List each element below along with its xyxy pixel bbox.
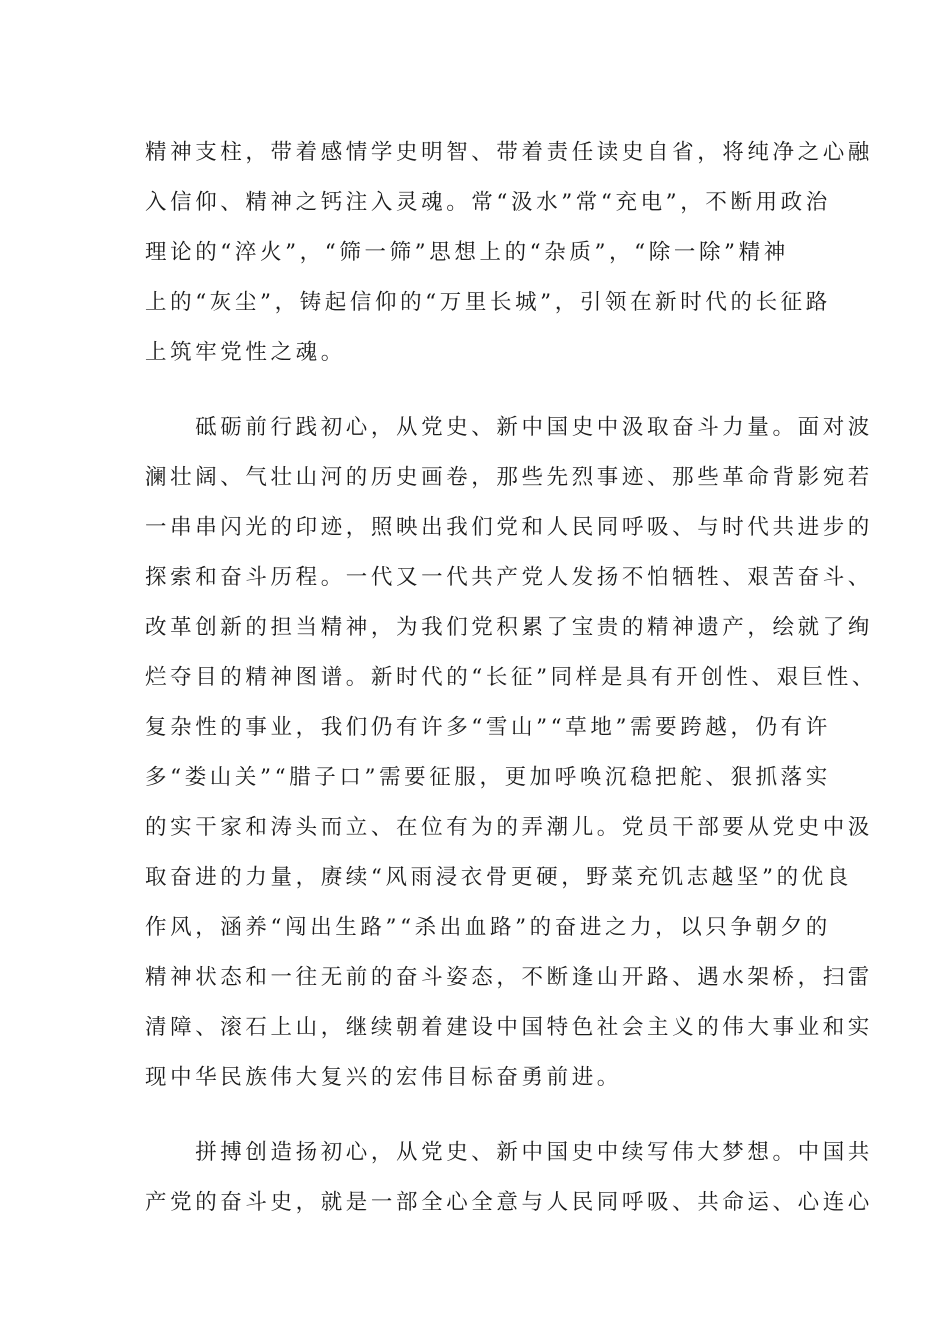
text-line: 澜壮阔、气壮山河的历史画卷，那些先烈事迹、那些革命背影宛若: [145, 465, 873, 490]
text-line: 产党的奋斗史，就是一部全心全意与人民同呼吸、共命运、心连心: [145, 1190, 873, 1215]
text-line: 上筑牢党性之魂。: [145, 340, 346, 365]
text-line: 探索和奋斗历程。一代又一代共产党人发扬不怕牺牲、艰苦奋斗、: [145, 565, 873, 590]
text-line: 入信仰、精神之钙注入灵魂。常“汲水”常“充电”，不断用政治: [145, 190, 831, 215]
text-line: 现中华民族伟大复兴的宏伟目标奋勇前进。: [145, 1065, 622, 1090]
text-line: 砥砺前行践初心，从党史、新中国史中汲取奋斗力量。面对波: [145, 415, 873, 440]
text-line: 上的“灰尘”，铸起信仰的“万里长城”，引领在新时代的长征路: [145, 290, 831, 315]
text-line: 烂夺目的精神图谱。新时代的“长征”同样是具有开创性、艰巨性、: [145, 665, 877, 690]
text-line: 多“娄山关”“腊子口”需要征服，更加呼唤沉稳把舵、狠抓落实: [145, 765, 831, 790]
text-line: 作风，涵养“闯出生路”“杀出血路”的奋进之力，以只争朝夕的: [145, 915, 831, 940]
text-line: 改革创新的担当精神，为我们党积累了宝贵的精神遗产，绘就了绚: [145, 615, 873, 640]
document-body: [145, 128, 877, 1228]
paragraph-1: [145, 128, 873, 378]
text-line: 精神支柱，带着感情学史明智、带着责任读史自省，将纯净之心融: [145, 140, 873, 165]
text-line: 取奋进的力量，赓续“风雨浸衣骨更硬，野菜充饥志越坚”的优良: [145, 865, 852, 890]
paragraph-spacer: [145, 1103, 805, 1128]
text-line: 拼搏创造扬初心，从党史、新中国史中续写伟大梦想。中国共: [145, 1140, 873, 1165]
text-line: 理论的“淬火”，“筛一筛”思想上的“杂质”，“除一除”精神: [145, 240, 789, 265]
text-line: 的实干家和涛头而立、在位有为的弄潮儿。党员干部要从党史中汲: [145, 815, 873, 840]
text-line: 精神状态和一往无前的奋斗姿态，不断逢山开路、遇水架桥，扫雷: [145, 965, 873, 990]
paragraph-2: [145, 403, 877, 1103]
paragraph-3: [145, 1128, 873, 1228]
text-line: 复杂性的事业，我们仍有许多“雪山”“草地”需要跨越，仍有许: [145, 715, 831, 740]
paragraph-spacer: [145, 378, 805, 403]
text-line: 清障、滚石上山，继续朝着建设中国特色社会主义的伟大事业和实: [145, 1015, 873, 1040]
text-line: 一串串闪光的印迹，照映出我们党和人民同呼吸、与时代共进步的: [145, 515, 873, 540]
